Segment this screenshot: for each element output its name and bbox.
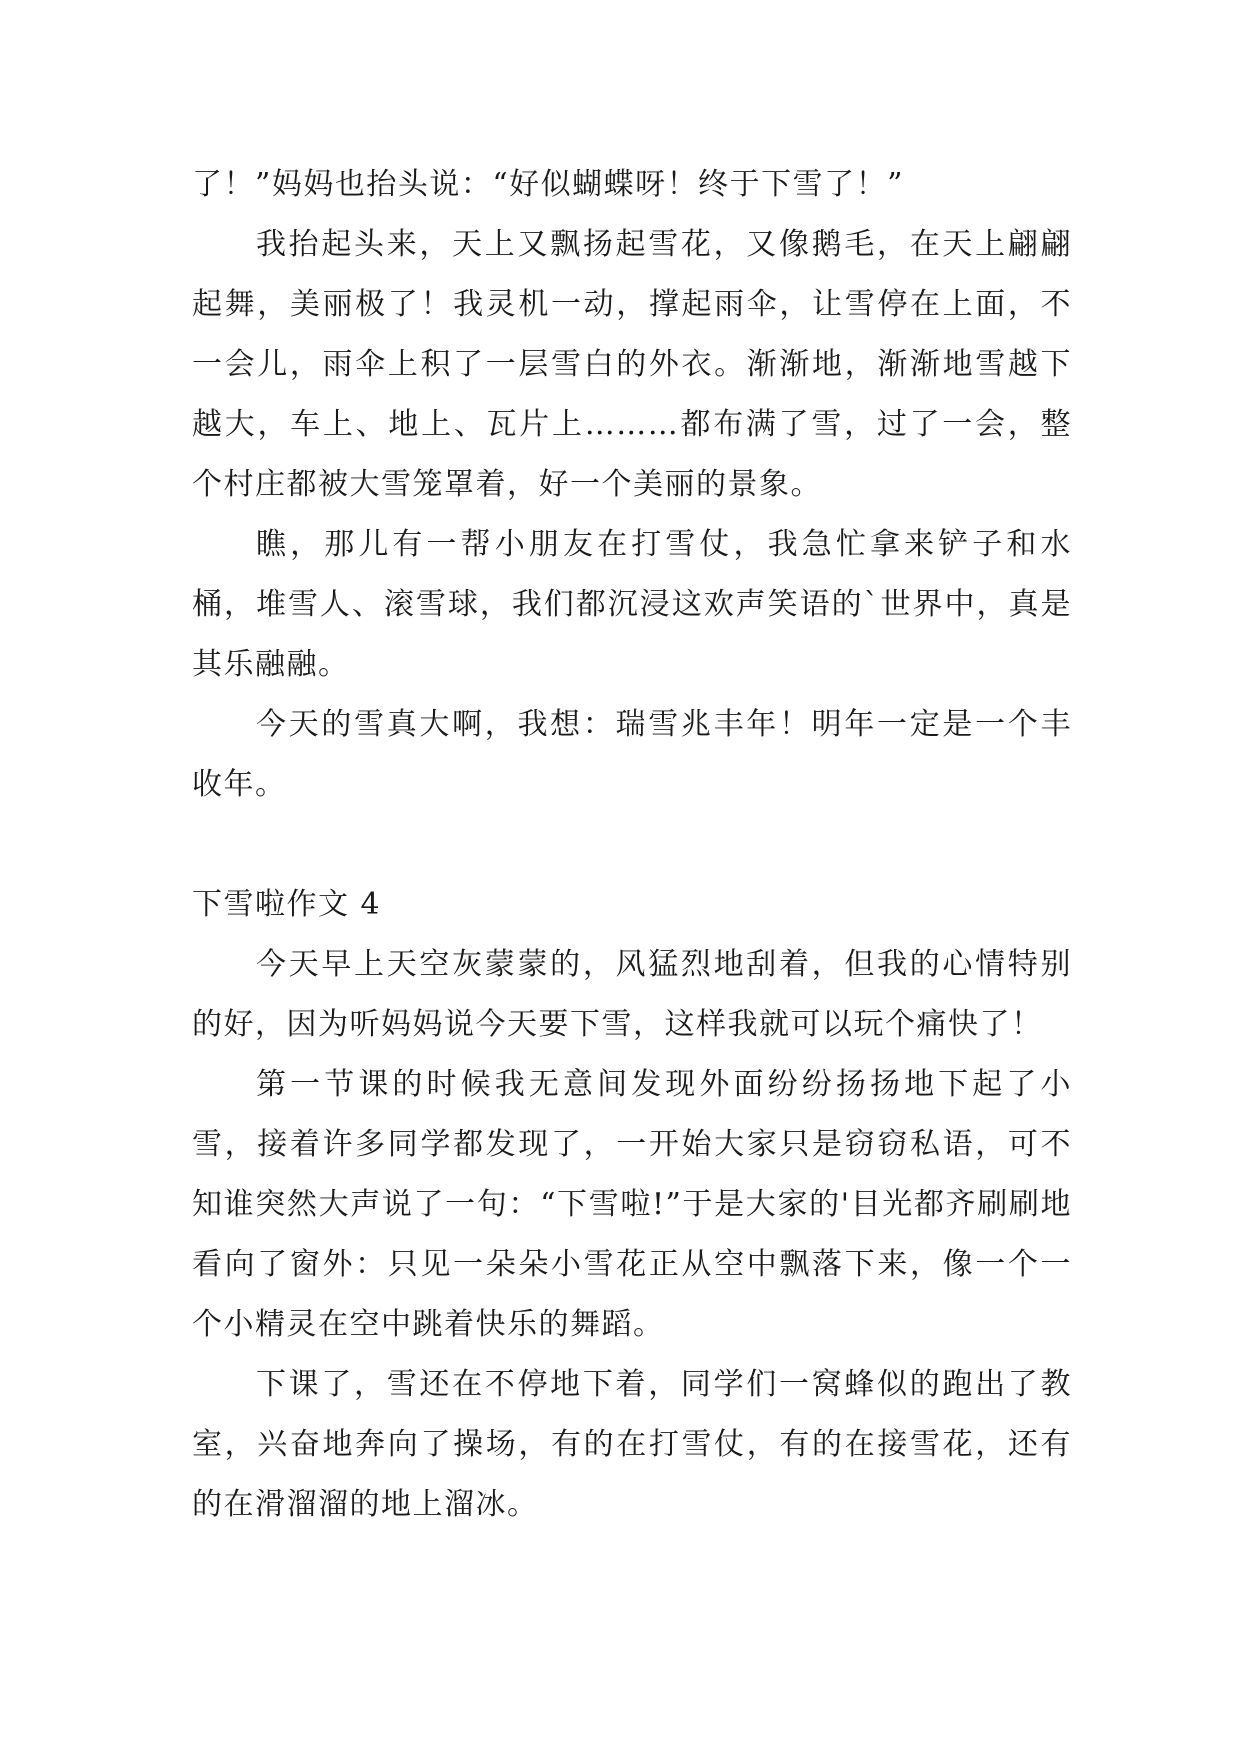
document-body — [192, 155, 1072, 1535]
continued-paragraph: 了！”妈妈也抬头说：“好似蝴蝶呀！终于下雪了！” — [192, 167, 905, 202]
paragraph-snowball-play: 瞧，那儿有一帮小朋友在打雪仗，我急忙拿来铲子和水桶，堆雪人、滚雪球，我们都沉浸这欢声笑语的`世界中，真是其乐融融。 — [192, 527, 1072, 682]
paragraph-first-class: 第一节课的时候我无意间发现外面纷纷扬扬地下起了小雪，接着许多同学都发现了，一开始大家只是窃窃私语，可不知谁突然大声说了一句：“下雪啦!”于是大家的'目光都齐刷刷地看向了窗外：只见一朵朵小雪花正从空中飘落下来，像一个一个小精灵在空中跳着快乐的舞蹈。 — [192, 1067, 1072, 1342]
section-title: 下雪啦作文 4 — [192, 887, 382, 922]
paragraph-after-class: 下课了，雪还在不停地下着，同学们一窝蜂似的跑出了教室，兴奋地奔向了操场，有的在打雪仗，有的在接雪花，还有的在滑溜溜的地上溜冰。 — [192, 1367, 1072, 1522]
paragraph-harvest-year: 今天的雪真大啊，我想：瑞雪兆丰年！明年一定是一个丰收年。 — [192, 707, 1072, 802]
paragraph-umbrella-snow: 我抬起头来，天上又飘扬起雪花，又像鹅毛，在天上翩翩起舞，美丽极了！我灵机一动，撑起雨伞，让雪停在上面，不一会儿，雨伞上积了一层雪白的外衣。渐渐地，渐渐地雪越下越大，车上、地上、瓦片上………都布满了雪，过了一会，整个村庄都被大雪笼罩着，好一个美丽的景象。 — [192, 227, 1072, 502]
paragraph-morning-sky: 今天早上天空灰蒙蒙的，风猛烈地刮着，但我的心情特别的好，因为听妈妈说今天要下雪，这样我就可以玩个痛快了！ — [192, 947, 1072, 1042]
section-spacer — [192, 815, 1072, 875]
